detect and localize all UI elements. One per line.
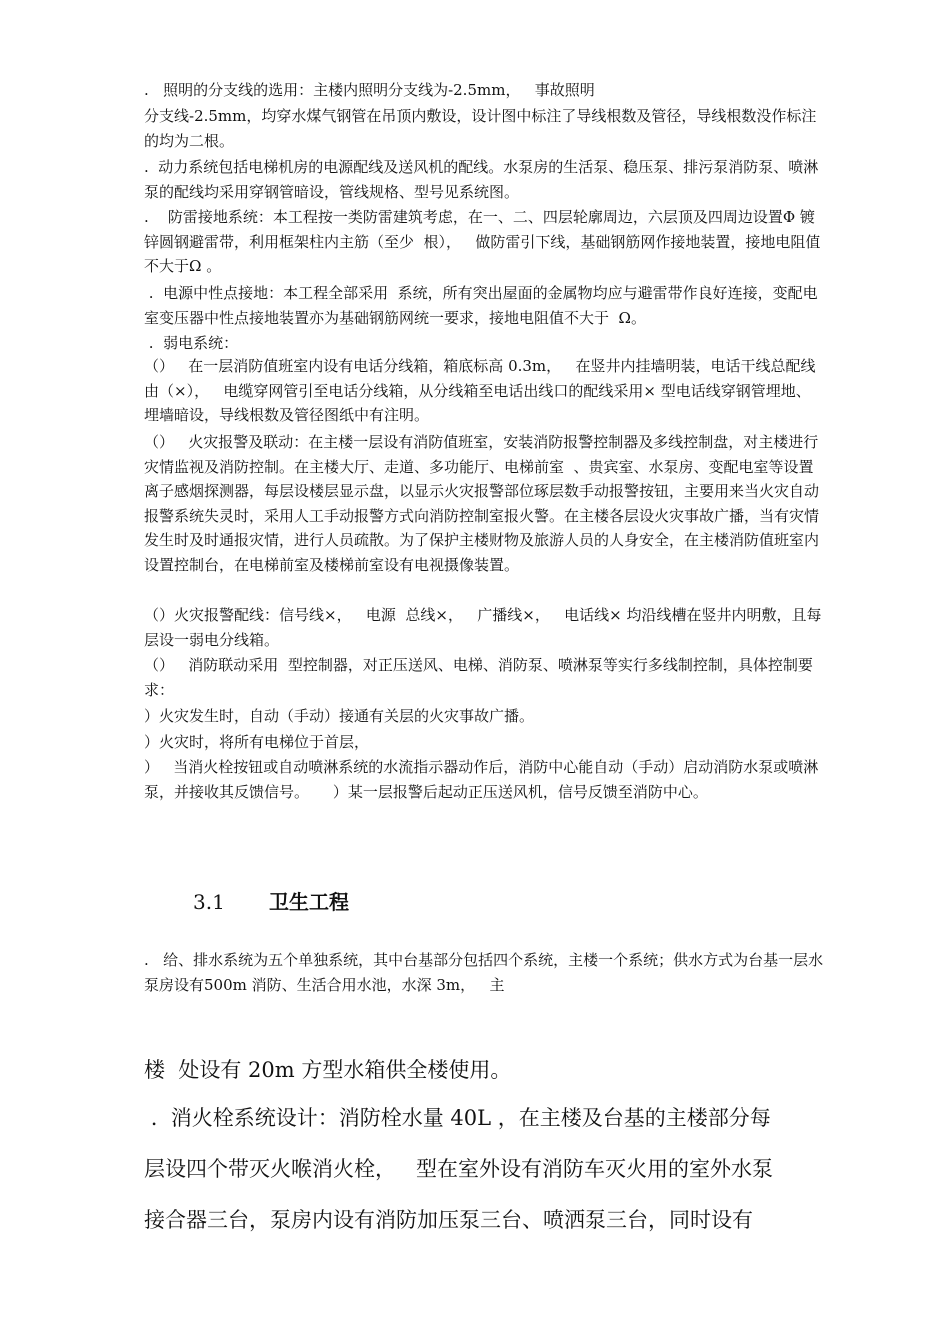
large-line-hydrant-2: 层设四个带灭火喉消火栓， 型在室外设有消防车灭火用的室外水泵 — [144, 1157, 774, 1181]
paragraph-fire-alarm: （） 火灾报警及联动：在主楼一层设有消防值班室，安装消防报警控制器及多线控制盘，对主楼进行灾情监视及消防控制。在主楼大厅、走道、多功能厅、电梯前室 、贵宾室、水泵房、变配电室等设置离子感烟探测器，每层设楼层显示盘，以显示火灾报警部位琢层数手动报警按钮，主要用来当火灾自动报警系统失灵时，采用人工手动报警方式向消防控制室报火警。在主楼各层设火灾事故广播，当有灾情发生时及时通报灾情，进行人员疏散。为了保护主楼财物及旅游人员的人身安全，在主楼消防值班室内设置控制台，在电梯前室及楼梯前室设有电视摄像装置。 — [144, 433, 820, 574]
paragraph-weak-current: . 弱电系统： — [144, 334, 239, 352]
section-heading — [193, 886, 349, 915]
paragraph-control-3: ） 当消火栓按钮或自动喷淋系统的水流指示器动作后，消防中心能自动（手动）启动消防水泵或喷淋泵，并接收其反馈信号。 ）某一层报警后起动正压送风机，信号反馈至消防中心。 — [144, 758, 819, 801]
paragraph-alarm-wiring: （）火灾报警配线：信号线×， 电源 总线×， 广播线×， 电话线× 均沿线槽在竖井内明敷，且每层设一弱电分线箱。 — [144, 606, 822, 649]
section-number: 3.1 — [193, 890, 225, 914]
paragraph-neutral-grounding: . 电源中性点接地：本工程全部采用 系统，所有突出屋面的金属物均应与避雷带作良好连接，变配电室变压器中性点接地装置亦为基础钢筋网统一要求，接地电阻值不大于 Ω。 — [144, 284, 818, 327]
paragraph-fire-linkage: （） 消防联动采用 型控制器，对正压送风、电梯、消防泵、喷淋泵等实行多线制控制，具体控制要求： — [144, 656, 813, 699]
paragraph-lighting-branch: . 照明的分支线的选用：主楼内照明分支线为-2.5mm， 事故照明 — [144, 81, 595, 99]
large-line-hydrant-3: 接合器三台，泵房内设有消防加压泵三台、喷洒泵三台，同时设有 — [144, 1208, 753, 1232]
large-line-water-tank: 楼 处设有 20m 方型水箱供全楼使用。 — [144, 1058, 512, 1082]
paragraph-lightning-grounding: . 防雷接地系统：本工程按一类防雷建筑考虑，在一、二、四层轮廓周边，六层顶及四周边设置Φ 镀锌圆钢避雷带，利用框架柱内主筋（至少 根）， 做防雷引下线，基础钢筋网作接地装置，接地电阻值不大于Ω 。 — [144, 208, 821, 275]
paragraph-branch-conduit: 分支线-2.5mm，均穿水煤气钢管在吊顶内敷设，设计图中标注了导线根数及管径，导线根数没作标注的均为二根。 — [144, 107, 817, 150]
section-title: 卫生工程 — [269, 890, 349, 914]
paragraph-power-system: . 动力系统包括电梯机房的电源配线及送风机的配线。水泵房的生活泵、稳压泵、排污泵消防泵、喷淋泵的配线均采用穿钢管暗设，管线规格、型号见系统图。 — [144, 158, 819, 201]
paragraph-control-2: ）火灾时，将所有电梯位于首层， — [144, 733, 370, 751]
large-line-hydrant-1: . 消火栓系统设计：消防栓水量 40L ，在主楼及台基的主楼部分每 — [144, 1106, 771, 1130]
paragraph-telephone: （） 在一层消防值班室内设有电话分线箱，箱底标高 0.3m， 在竖井内挂墙明装，电话干线总配线由（×）， 电缆穿网管引至电话分线箱，从分线箱至电话出线口的配线采用× 型电话线穿钢管埋地、埋墙暗设，导线根数及管径图纸中有注明。 — [144, 357, 816, 424]
paragraph-control-1: ）火灾发生时，自动（手动）接通有关层的火灾事故广播。 — [144, 707, 535, 725]
large-text-block-hydrant-3 — [144, 1158, 824, 1282]
paragraph-water-supply: . 给、排水系统为五个单独系统，其中台基部分包括四个系统，主楼一个系统；供水方式为台基一层水泵房设有500m 消防、生活合用水池，水深 3m， 主 — [144, 951, 824, 994]
